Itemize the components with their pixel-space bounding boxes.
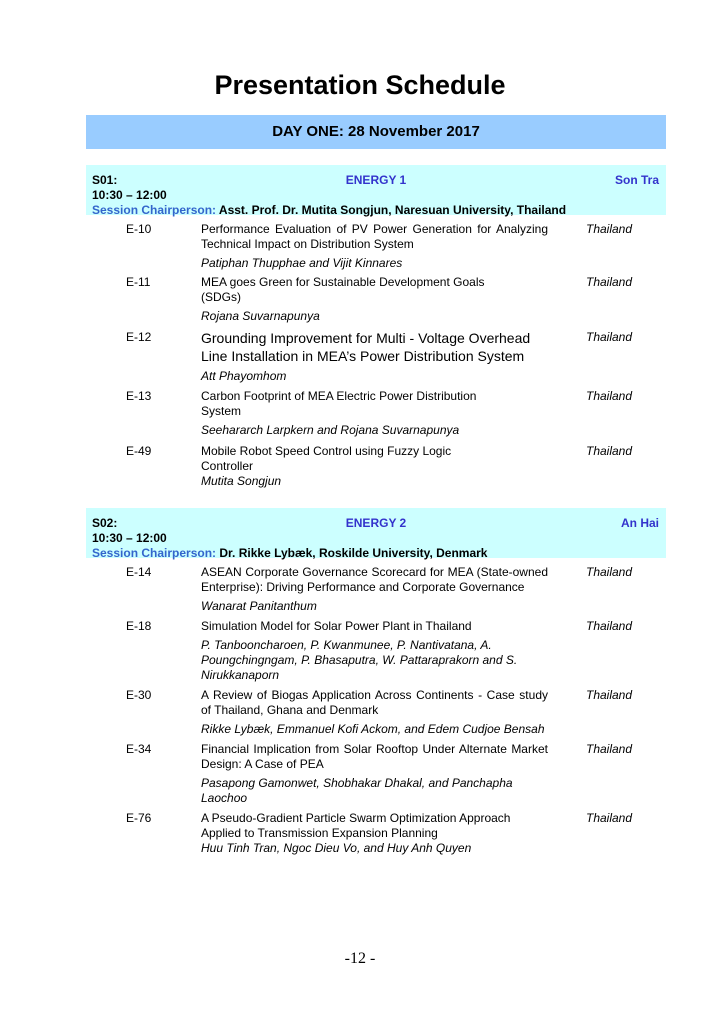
paper-authors: Seehararch Larpkern and Rojana Suvarnapunya <box>201 423 460 437</box>
session-chair <box>92 546 487 560</box>
paper-id: E-18 <box>126 619 152 633</box>
paper-country: Thailand <box>586 275 633 289</box>
page-number: -12 - <box>344 950 376 967</box>
chair-name: Asst. Prof. Dr. Mutita Songjun, Naresuan University, Thailand <box>218 203 567 217</box>
paper-country: Thailand <box>586 619 633 633</box>
paper-id: E-30 <box>126 688 152 702</box>
paper-title: MEA goes Green for Sustainable Development Goals (SDGs) <box>201 275 485 304</box>
session-code: S01: <box>92 173 118 187</box>
day-banner: DAY ONE: 28 November 2017 <box>86 115 666 149</box>
paper-authors: Pasapong Gamonwet, Shobhakar Dhakal, and Panchapha Laochoo <box>201 776 513 805</box>
paper-country: Thailand <box>586 742 633 756</box>
paper-country: Thailand <box>586 330 633 344</box>
paper-title: Mobile Robot Speed Control using Fuzzy Logic Controller <box>201 444 452 473</box>
paper-title: ASEAN Corporate Governance Scorecard for MEA (State-owned Enterprise): Driving Performance and Corporate Governance <box>201 565 548 594</box>
session-room: An Hai <box>620 516 659 530</box>
paper-entry <box>86 742 666 806</box>
paper-title: Carbon Footprint of MEA Electric Power Distribution System <box>201 389 477 418</box>
paper-id: E-11 <box>126 275 151 289</box>
paper-title: Grounding Improvement for Multi - Voltage Overhead Line Installation in MEA’s Power Distribution System <box>201 330 531 364</box>
paper-authors: Huu Tinh Tran, Ngoc Dieu Vo, and Huy Anh Quyen <box>201 841 472 855</box>
paper-entry <box>86 444 666 489</box>
session-header <box>86 508 666 558</box>
paper-entry <box>86 329 666 384</box>
session-code: S02: <box>92 516 118 530</box>
paper-country: Thailand <box>586 389 633 403</box>
paper-entry <box>86 688 666 737</box>
paper-entry <box>86 565 666 614</box>
paper-id: E-10 <box>126 222 152 236</box>
page-title: Presentation Schedule <box>214 70 506 100</box>
chair-name: Dr. Rikke Lybæk, Roskilde University, Denmark <box>219 546 488 560</box>
session-header <box>86 165 666 215</box>
paper-country: Thailand <box>586 688 633 702</box>
paper-title: A Review of Biogas Application Across Continents - Case study of Thailand, Ghana and Denmark <box>201 688 548 717</box>
paper-authors: Rojana Suvarnapunya <box>201 309 320 323</box>
session-time: 10:30 – 12:00 <box>92 188 167 202</box>
paper-title: Simulation Model for Solar Power Plant in Thailand <box>201 619 472 633</box>
paper-authors: Rikke Lybæk, Emmanuel Kofi Ackom, and Edem Cudjoe Bensah <box>201 722 545 736</box>
paper-country: Thailand <box>586 565 633 579</box>
paper-id: E-49 <box>126 444 152 458</box>
paper-country: Thailand <box>586 222 633 236</box>
paper-title: Performance Evaluation of PV Power Generation for Analyzing Technical Impact on Distribution System <box>201 222 548 251</box>
paper-country: Thailand <box>586 811 633 825</box>
session-s01 <box>86 165 666 489</box>
session-room: Son Tra <box>614 173 659 187</box>
chair-label: Session Chairperson: <box>92 203 217 217</box>
paper-id: E-34 <box>126 742 152 756</box>
paper-authors: P. Tanbooncharoen, P. Kwanmunee, P. Nantivatana, A. Poungchingngam, P. Bhasaputra, W. Pattaraprakorn and S. Nirukkanaporn <box>201 638 518 682</box>
paper-country: Thailand <box>586 444 633 458</box>
paper-id: E-14 <box>126 565 152 579</box>
session-track: ENERGY 2 <box>345 516 407 530</box>
paper-id: E-12 <box>126 330 152 344</box>
paper-entry <box>86 222 666 271</box>
paper-id: E-13 <box>126 389 152 403</box>
paper-entry <box>86 811 666 856</box>
chair-label: Session Chairperson: <box>92 546 217 560</box>
paper-entry <box>86 275 666 324</box>
paper-authors: Att Phayomhom <box>201 369 287 383</box>
paper-authors: Mutita Songjun <box>201 474 282 488</box>
paper-title: Financial Implication from Solar Rooftop Under Alternate Market Design: A Case of PEA <box>201 742 548 771</box>
paper-authors: Wanarat Panitanthum <box>201 599 317 613</box>
paper-authors: Patiphan Thupphae and Vijit Kinnares <box>201 256 403 270</box>
paper-entry <box>86 389 666 438</box>
paper-title: A Pseudo-Gradient Particle Swarm Optimization Approach Applied to Transmission Expansion Planning <box>201 811 511 840</box>
session-s02 <box>86 508 666 856</box>
session-track: ENERGY 1 <box>345 173 407 187</box>
paper-entry <box>86 619 666 683</box>
session-chair <box>92 203 566 217</box>
session-time: 10:30 – 12:00 <box>92 531 167 545</box>
paper-id: E-76 <box>126 811 152 825</box>
